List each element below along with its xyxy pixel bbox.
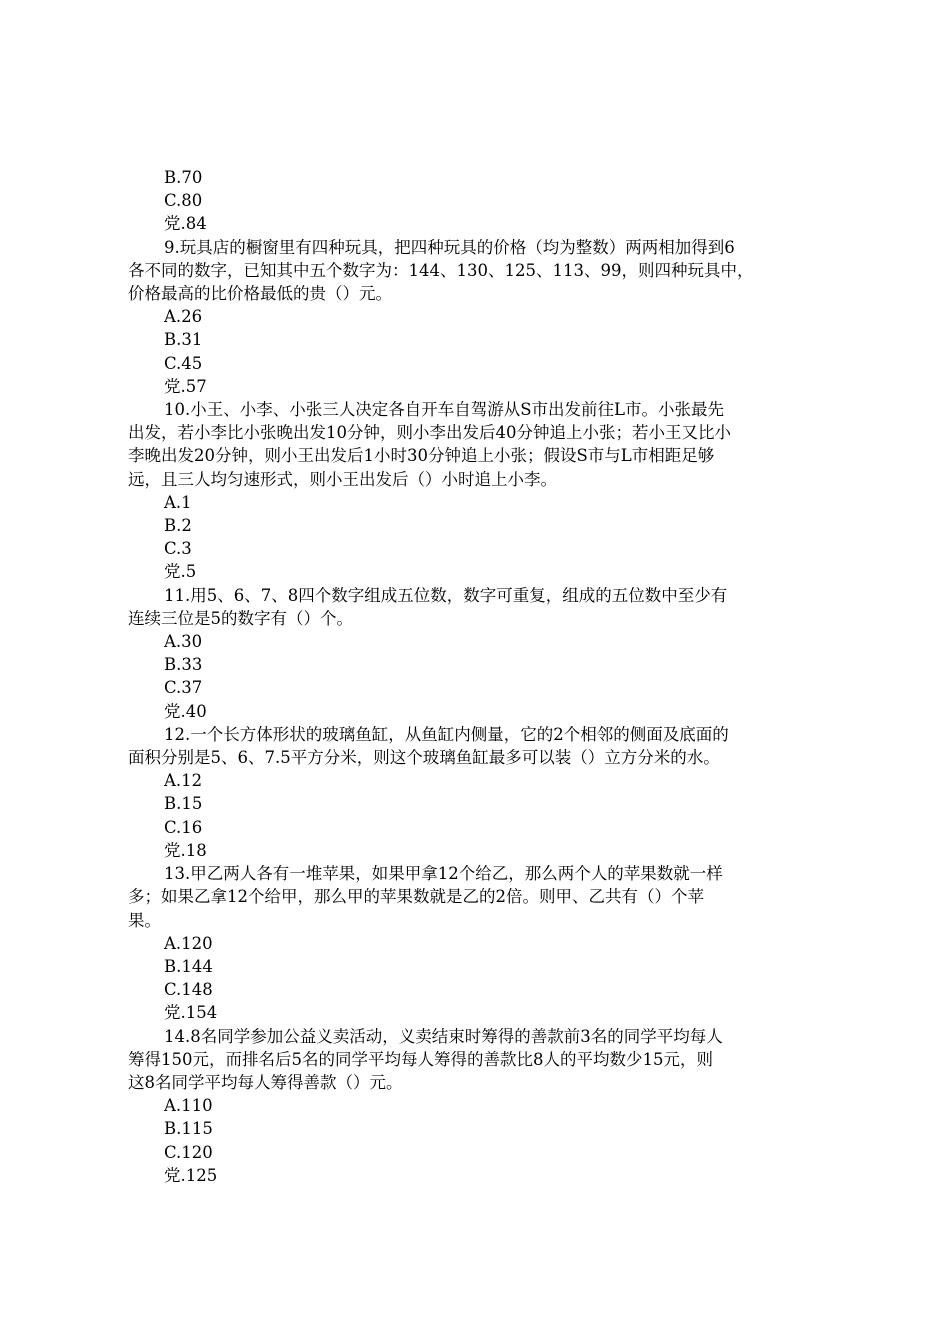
option-c: C.3	[164, 539, 192, 559]
question-text-line: 14.8名同学参加公益义卖活动，义卖结束时筹得的善款前3名的同学平均每人	[164, 1026, 723, 1046]
option-c: C.120	[164, 1142, 213, 1162]
question-list	[128, 236, 828, 1187]
option-c: C.16	[164, 817, 203, 837]
option-a: A.30	[164, 632, 203, 652]
question-text-line: 价格最高的比价格最低的贵（）元。	[128, 284, 392, 304]
option-d: 党.40	[164, 701, 207, 721]
option-b: B.33	[164, 655, 203, 675]
option-a: A.120	[164, 933, 213, 953]
option-c: C.80	[164, 191, 203, 211]
question-text-line: 李晚出发20分钟，则小王出发后1小时30分钟追上小张；假设S市与L市相距足够	[128, 446, 715, 466]
option-a: A.1	[164, 492, 192, 512]
option-b: B.31	[164, 330, 203, 350]
question-text-line: 远，且三人均匀速形式，则小王出发后（）小时追上小李。	[128, 469, 557, 489]
previous-question-options	[128, 166, 828, 236]
question-text-line: 多；如果乙拿12个给甲，那么甲的苹果数就是乙的2倍。则甲、乙共有（）个苹	[128, 887, 704, 907]
option-b: B.2	[164, 516, 192, 536]
option-b: B.15	[164, 794, 203, 814]
option-b: B.115	[164, 1119, 213, 1139]
question-block	[128, 398, 828, 584]
question-text-line: 连续三位是5的数字有（）个。	[128, 608, 353, 628]
question-block	[128, 723, 828, 862]
option-b: B.144	[164, 956, 213, 976]
question-block	[128, 1025, 828, 1187]
document-body	[128, 166, 828, 1187]
question-block	[128, 862, 828, 1024]
question-text-line: 10.小王、小李、小张三人决定各自开车自驾游从S市出发前往L市。小张最先	[164, 400, 725, 420]
option-b: B.70	[164, 168, 203, 187]
question-text-line: 9.玩具店的橱窗里有四种玩具，把四种玩具的价格（均为整数）两两相加得到6	[164, 237, 735, 257]
option-d: 党.57	[164, 376, 207, 396]
question-block	[128, 236, 828, 398]
option-d: 党.84	[164, 214, 207, 234]
question-text-line: 出发，若小李比小张晚出发10分钟，则小李出发后40分钟追上小张；若小王又比小	[128, 423, 731, 443]
option-a: A.26	[164, 307, 203, 327]
question-text-line: 筹得150元，而排名后5名的同学平均每人筹得的善款比8人的平均数少15元，则	[128, 1049, 713, 1069]
option-d: 党.125	[164, 1165, 218, 1185]
question-text-line: 面积分别是5、6、7.5平方分米，则这个玻璃鱼缸最多可以装（）立方分米的水。	[128, 748, 720, 768]
question-text-line: 果。	[128, 910, 161, 930]
question-block	[128, 584, 828, 723]
question-text-line: 12.一个长方体形状的玻璃鱼缸，从鱼缸内侧量，它的2个相邻的侧面及底面的	[164, 724, 729, 744]
option-a: A.110	[164, 1096, 213, 1116]
option-d: 党.154	[164, 1003, 218, 1023]
question-text-line: 各不同的数字，已知其中五个数字为：144、130、125、113、99，则四种玩具中，	[128, 260, 754, 280]
question-text-line: 这8名同学平均每人筹得善款（）元。	[128, 1072, 403, 1092]
question-text-line: 13.甲乙两人各有一堆苹果，如果甲拿12个给乙，那么两个人的苹果数就一样	[164, 864, 723, 884]
option-c: C.37	[164, 678, 203, 698]
option-c: C.45	[164, 353, 203, 373]
option-c: C.148	[164, 980, 213, 1000]
question-text-line: 11.用5、6、7、8四个数字组成五位数，数字可重复，组成的五位数中至少有	[164, 585, 728, 605]
option-d: 党.18	[164, 840, 207, 860]
option-d: 党.5	[164, 562, 197, 582]
option-a: A.12	[164, 771, 203, 791]
